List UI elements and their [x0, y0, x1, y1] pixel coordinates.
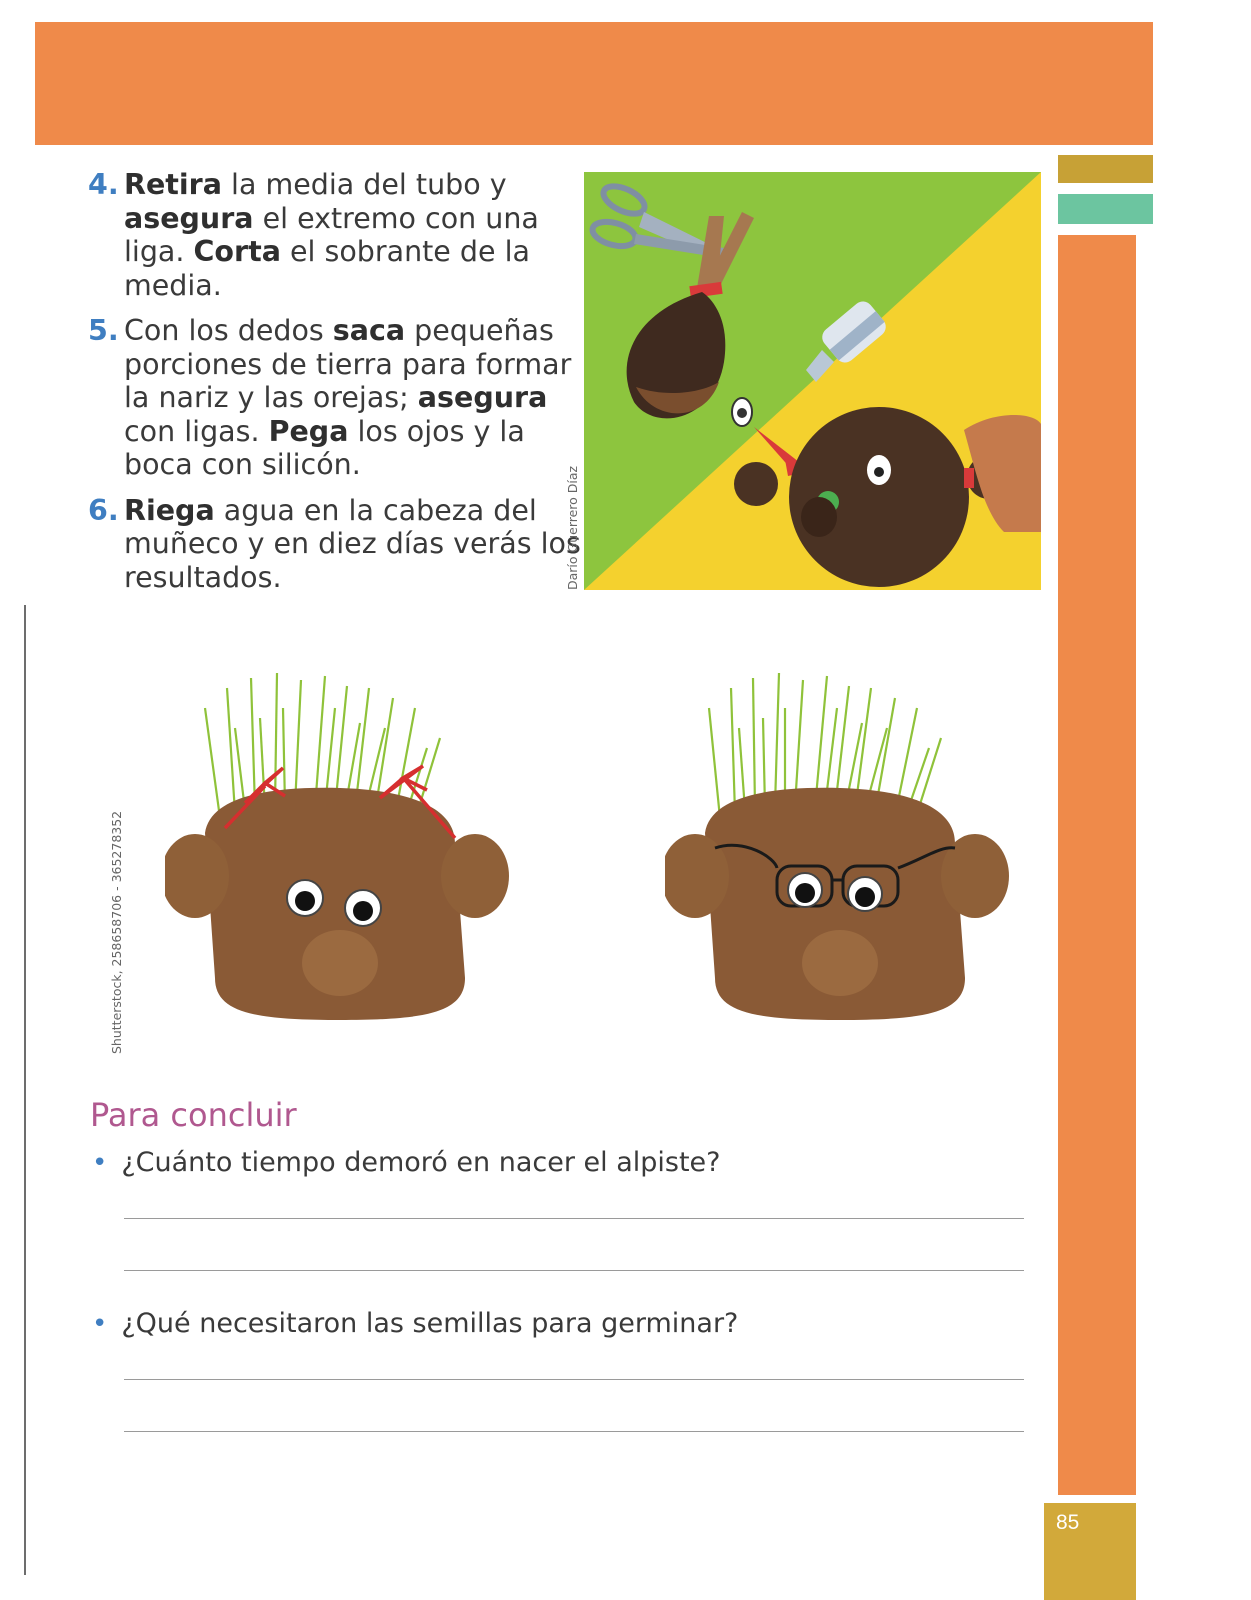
bullet-icon: • — [92, 1309, 108, 1339]
answer-line[interactable] — [124, 1218, 1024, 1219]
illustration-credit: Darío Guerrero Díaz — [565, 465, 580, 590]
bullet-icon: • — [92, 1148, 108, 1178]
side-gold-tab — [1058, 155, 1153, 183]
answer-line[interactable] — [124, 1431, 1024, 1432]
step-verb: Retira — [124, 168, 222, 201]
photo-credit: Shutterstock, 258658706 - 365278352 — [109, 810, 124, 1054]
step-text: el extremo con una liga. — [124, 201, 539, 268]
top-orange-band — [35, 22, 1153, 145]
step-text: los ojos y la boca con silicón. — [124, 414, 525, 481]
side-teal-tab — [1058, 194, 1153, 224]
step-verb: Pega — [268, 414, 349, 448]
step-verb: Corta — [193, 235, 281, 268]
step-verb: asegura — [417, 381, 548, 414]
grass-head-photo-glasses — [665, 668, 1015, 1038]
step-text: el sobrante de la media. — [124, 235, 530, 302]
step-number: 5. — [88, 314, 119, 347]
step-number: 6. — [88, 493, 119, 527]
grass-head-photo-bows — [165, 668, 515, 1038]
step-verb: saca — [332, 314, 406, 347]
step-verb: asegura — [124, 201, 254, 235]
step-4 — [88, 168, 588, 302]
question-2 — [92, 1308, 738, 1339]
step-text: con ligas. — [124, 414, 269, 448]
question-1 — [92, 1147, 721, 1178]
step-text: agua en la cabeza del muñeco y en diez días verás los resultados. — [124, 493, 581, 594]
step-number: 4. — [88, 168, 119, 201]
step-verb: Riega — [124, 493, 215, 527]
answer-line[interactable] — [124, 1379, 1024, 1380]
step-text: la media del tubo y — [221, 168, 507, 201]
section-title: Para concluir — [90, 1096, 297, 1134]
step-5 — [88, 314, 588, 482]
answer-line[interactable] — [124, 1270, 1024, 1271]
left-margin-rule — [24, 605, 26, 1575]
instruction-steps — [88, 168, 588, 606]
step-text: pequeñas porciones de tierra para formar la nariz y las orejas; — [124, 314, 572, 414]
page-number: 85 — [1056, 1511, 1080, 1534]
page-number-box — [1044, 1503, 1136, 1600]
step-text: Con los dedos — [124, 314, 333, 347]
doll-assembly-illustration — [584, 172, 1041, 590]
question-text: ¿Cuánto tiempo demoró en nacer el alpiste? — [121, 1147, 721, 1178]
side-orange-strip — [1058, 235, 1136, 1495]
step-6 — [88, 494, 588, 595]
question-text: ¿Qué necesitaron las semillas para germinar? — [121, 1308, 739, 1339]
